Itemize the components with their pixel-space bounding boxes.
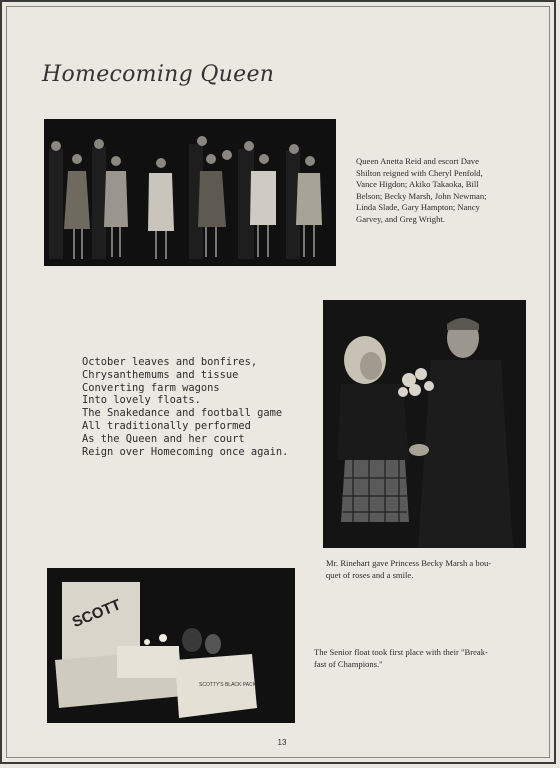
caption-line: fast of Champions." <box>314 658 383 669</box>
princess-bouquet-photo <box>323 300 526 548</box>
caption-line: Garvey, and Greg Wright. <box>356 213 445 224</box>
caption-line: Vance Higdon; Akiko Takaoka, Bill <box>356 179 479 190</box>
poem-line: As the Queen and her court <box>82 432 245 445</box>
caption-line: Mr. Rinehart gave Princess Becky Marsh a bou- <box>326 558 492 568</box>
poem-line: Chrysanthemums and tissue <box>82 368 239 381</box>
caption-line: The Senior float took first place with their "Break- <box>314 647 488 657</box>
caption-line: quet of roses and a smile. <box>326 569 414 580</box>
senior-float-photo <box>47 568 295 723</box>
page-number: 13 <box>277 738 287 747</box>
float-caption <box>314 647 524 670</box>
float-sign-scott: SCOTT <box>69 596 124 632</box>
homecoming-court-photo <box>44 119 336 266</box>
poem-line: All traditionally performed <box>82 419 251 432</box>
poem-line: Converting farm wagons <box>82 381 220 394</box>
court-caption <box>356 156 526 226</box>
page-title: Homecoming Queen <box>42 62 275 87</box>
poem-line: The Snakedance and football game <box>82 407 283 420</box>
caption-line: Linda Slade, Gary Hampton; Nancy <box>356 202 480 213</box>
caption-line: Queen Anetta Reid and escort Dave <box>356 156 479 166</box>
poem-line: October leaves and bonfires, <box>82 356 258 368</box>
float-sign-black-pack: SCOTTY'S BLACK PACK <box>199 682 256 688</box>
poem-line: Reign over Homecoming once again. <box>82 445 289 458</box>
poem-line: Into lovely floats. <box>82 394 201 407</box>
caption-line: Shilton reigned with Cheryl Penfold, <box>356 167 483 178</box>
poem <box>82 356 288 458</box>
caption-line: Belson; Becky Marsh, John Newman; <box>356 190 487 201</box>
princess-caption <box>326 558 531 581</box>
